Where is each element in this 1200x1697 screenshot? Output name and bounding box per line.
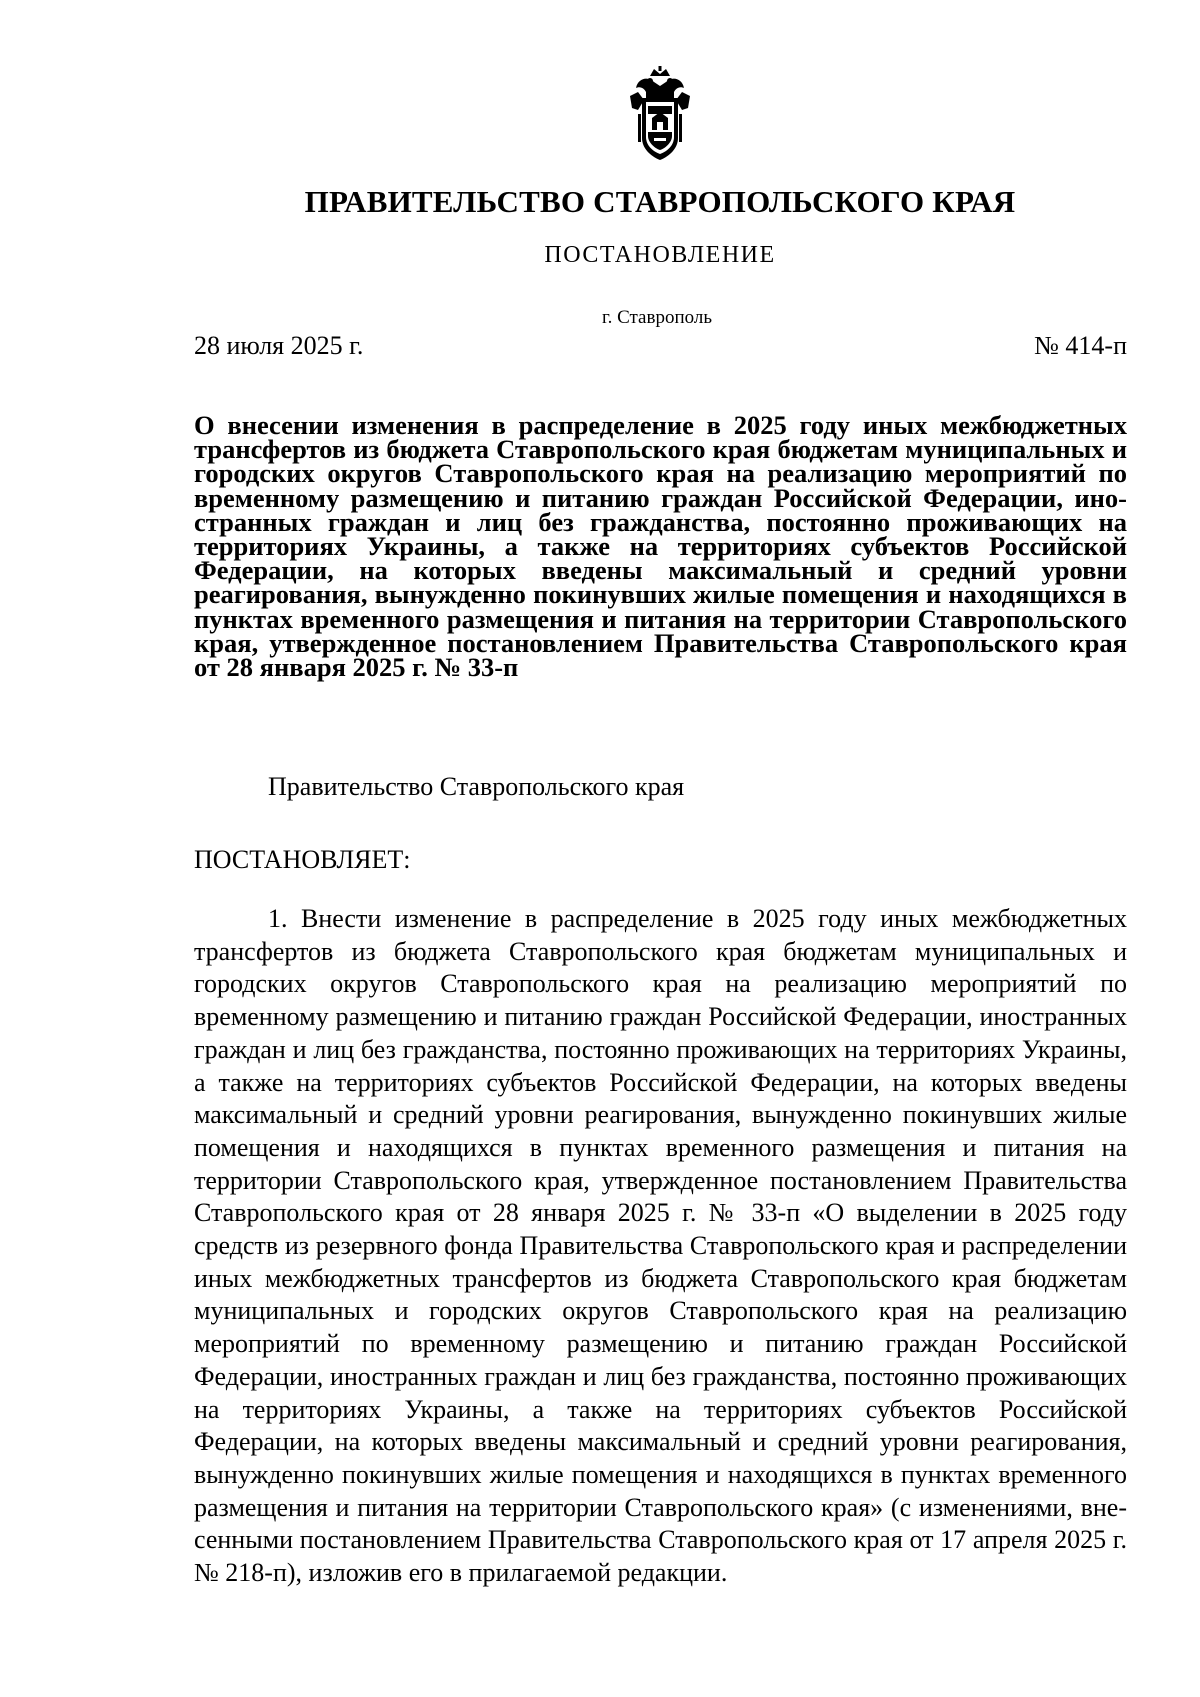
city-name: г. Ставрополь (601, 307, 713, 328)
government-title: ПРАВИТЕЛЬСТВО СТАВРОПОЛЬСКОГО КРАЯ (304, 184, 1016, 219)
document-subject: О внесении изменения в распределение в 2025 году иных межбюджетных трансфертов из бюджета Ставропольского края бюджетам муниципальных и городских округов Ставропольского края на реализацию мероприятий по временному размещению и питанию граждан Российской Федерации, иностранных граждан и лиц без гражданства, постоянно проживающих на территориях Украины, а также на территориях субъектов Российской Федерации, на которых введены максимальный и средний уровни реагирования, вынужденно покинувших жилые помещения и находящихся в пунктах временного размещения и питания на территории Ставропольского края, утвержденное постановлением Правительства Ставропольского края от 28 января 2025 г. № 33-п (194, 410, 1127, 683)
document-type: ПОСТАНОВЛЕНИЕ (544, 242, 776, 268)
document-number: № 414-п (1034, 331, 1127, 360)
coat-of-arms-icon (628, 66, 692, 162)
resolves-heading: ПОСТАНОВЛЯЕТ: (194, 845, 411, 874)
issuing-authority: Правительство Ставропольского края (268, 772, 685, 801)
clause-1-paragraph: 1. Внести изменение в распределение в 2025 году иных межбюджетных трансфертов из бюджета Ставропольского края бюджетам муниципальных и городских округов Ставропольского края на реализацию мероприятий по временному размещению и питанию граждан Российской Федерации, иностранных граждан и лиц без гражданства, постоянно проживающих на территориях Украины, а также на территориях субъектов Российской Федерации, на которых введены максимальный и средний уровни реагирования, вынужденно покинувших жилые помещения и находящихся в пунктах временного размещения и питания на территории Ставропольского края, утвержденное постановлением Правительства Ставропольского края от 28 января 2025 г. № 33-п «О выделении в 2025 году средств из резервного фонда Правительства Ставропольского края и распределении иных межбюджетных трансфертов из бюджета Ставропольского края бюджетам муниципальных и городских округов Ставропольского края на реализацию мероприятий по временному размещению и питанию граждан Российской Федерации, иностранных граждан и лиц без гражданства, постоянно проживающих на территориях Украины, а также на территориях субъектов Российской Федерации, на которых введены максимальный и средний уровни реагирования, вынужденно покинувших жилые помещения и находящихся в пунктах временного размещения и питания на территории Ставропольского края» (с изменениями, внесенными постановлением Правительства Ставропольского края от 17 апреля 2025 г. № 218-п), изложив его в прилагаемой редакции. (194, 904, 1127, 1588)
document-date: 28 июля 2025 г. (194, 331, 364, 360)
